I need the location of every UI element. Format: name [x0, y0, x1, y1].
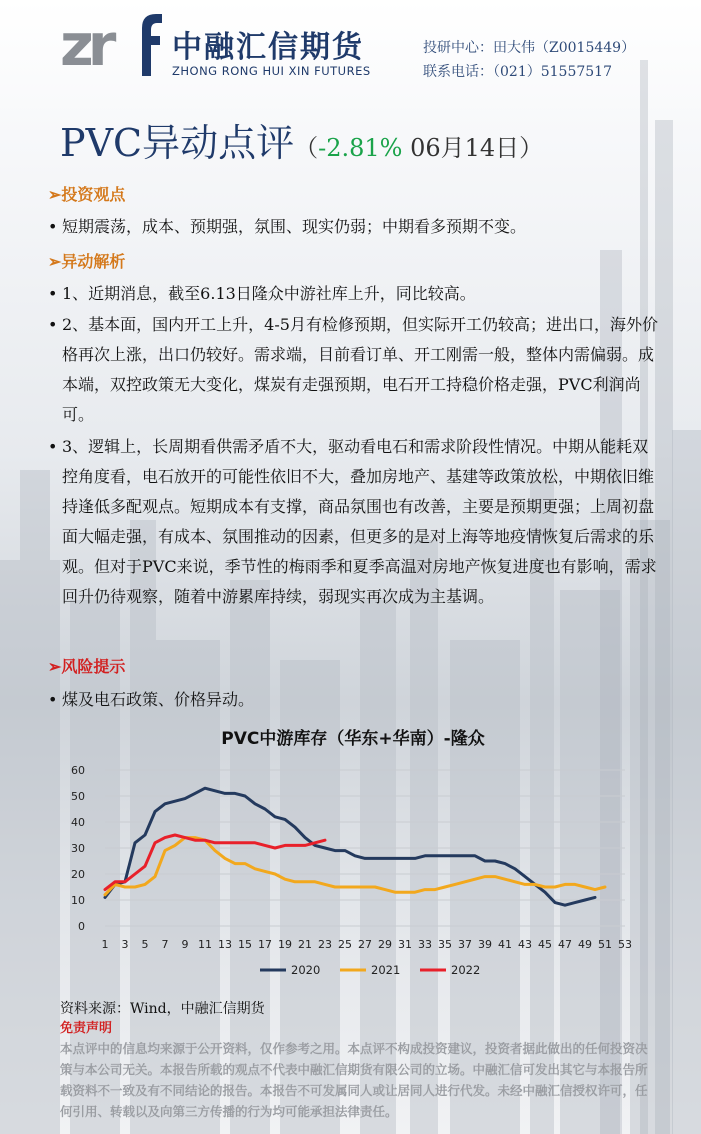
legend-label-2022: 2022 — [451, 963, 481, 977]
x-tick-label: 11 — [198, 938, 212, 951]
title-date: 06月14日） — [402, 134, 544, 162]
section-heading-analysis: ➢异动解析 — [48, 252, 126, 271]
legend-label-2021: 2021 — [371, 963, 401, 977]
x-tick-label: 5 — [141, 938, 149, 951]
x-tick-label: 13 — [218, 938, 232, 951]
bullet-dot: • — [48, 284, 58, 303]
x-tick-label: 49 — [578, 938, 592, 951]
x-tick-label: 23 — [318, 938, 332, 951]
x-tick-label: 3 — [121, 938, 129, 951]
title-paren-open: （ — [294, 134, 319, 162]
disclaimer-text: 本点评中的信息均来源于公开资料，仅作参考之用。本点评不构成投资建议，投资者据此做出的任何投资决策与本公司无关。本报告所载的观点不代表中融汇信期货有限公司的立场。中融汇信可发出其它与本报告所载资料不一致及有不同结论的报告。本报告不可发属同人或让居同人进行代发。未经中融汇信授权许可，任何引用、转载以及向第三方传播的行为均可能承担法律责任。 — [60, 1041, 648, 1119]
bullet-text: 2、基本面，国内开工上升，4-5月有检修预期，但实际开工仍较高；进出口，海外价格再次上涨，出口仍较好。需求端，目前看订单、开工刚需一般，整体内需偏弱。成本端，双控政策无大变化，煤炭有走强预期，电石开工持稳价格走强，PVC利润尚可。 — [62, 315, 658, 424]
logo-chinese-name: 中融汇信期货 — [172, 30, 364, 65]
bullet-dot: • — [48, 315, 58, 334]
y-tick-label: 10 — [71, 894, 85, 907]
bullet-text: 3、逻辑上，长周期看供需矛盾不大，驱动看电石和需求阶段性情况。中期从能耗双控角度看，电石放开的可能性依旧不大，叠加房地产、基建等政策放松，中期依旧维持逢低多配观点。短期成本有支撑，商品氛围也有改善，主要是预期更强；上周初盘面大幅走强，有成本、氛围推动的因素，但更多的是对上海等地疫情恢复后需求的乐观。但对于PVC来说，季节性的梅雨季和夏季高温对房地产恢复进度也有影响，需求回升仍待观察，随着中游累库持续，弱现实再次成为主基调。 — [62, 437, 657, 606]
list-item — [48, 685, 663, 715]
inventory-line-chart — [55, 722, 655, 992]
x-tick-label: 19 — [278, 938, 292, 951]
list-item — [48, 279, 663, 309]
section-heading-view: ➢投资观点 — [48, 185, 126, 204]
analyst-line: 投研中心：田大伟（Z0015449） — [423, 40, 636, 56]
bullet-text: 短期震荡，成本、预期强，氛围、现实仍弱；中期看多预期不变。 — [62, 217, 527, 236]
bullet-text: 1、近期消息，截至6.13日隆众中游社库上升，同比较高。 — [62, 284, 476, 303]
legend-label-2020: 2020 — [291, 963, 321, 977]
phone-line: 联系电话：（021）51557517 — [423, 64, 612, 80]
x-tick-label: 21 — [298, 938, 312, 951]
y-tick-label: 60 — [71, 764, 85, 777]
x-tick-label: 27 — [358, 938, 372, 951]
bullet-text: 煤及电石政策、价格异动。 — [62, 690, 255, 709]
page-title — [60, 112, 543, 167]
x-tick-label: 45 — [538, 938, 552, 951]
x-tick-label: 53 — [618, 938, 632, 951]
logo-english-name: ZHONG RONG HUI XIN FUTURES — [172, 64, 371, 78]
list-item — [48, 212, 663, 242]
y-tick-label: 50 — [71, 790, 85, 803]
x-tick-label: 37 — [458, 938, 472, 951]
x-tick-label: 35 — [438, 938, 452, 951]
disclaimer-title: 免责声明 — [60, 1021, 113, 1036]
series-line-2021 — [105, 838, 605, 895]
y-tick-label: 30 — [71, 842, 85, 855]
data-source: 资料来源：Wind，中融汇信期货 — [60, 1001, 265, 1017]
x-tick-label: 51 — [598, 938, 612, 951]
bullet-dot: • — [48, 437, 58, 456]
x-tick-label: 29 — [378, 938, 392, 951]
company-logo — [60, 12, 380, 84]
y-tick-label: 40 — [71, 816, 85, 829]
x-tick-label: 47 — [558, 938, 572, 951]
y-tick-label: 0 — [78, 920, 85, 933]
x-tick-label: 33 — [418, 938, 432, 951]
x-tick-label: 1 — [101, 938, 109, 951]
chart-title: PVC中游库存（华东+华南）-隆众 — [221, 729, 485, 749]
bullet-dot: • — [48, 217, 58, 236]
x-tick-label: 9 — [181, 938, 189, 951]
logo-zr-mark: zr — [60, 11, 111, 79]
x-tick-label: 25 — [338, 938, 352, 951]
list-item — [48, 432, 663, 612]
x-tick-label: 15 — [238, 938, 252, 951]
list-item — [48, 310, 663, 430]
x-tick-label: 41 — [498, 938, 512, 951]
x-tick-label: 7 — [161, 938, 169, 951]
bullet-dot: • — [48, 690, 58, 709]
y-tick-label: 20 — [71, 868, 85, 881]
contact-info — [423, 36, 635, 84]
x-tick-label: 43 — [518, 938, 532, 951]
price-change: -2.81% — [318, 134, 403, 162]
x-tick-label: 31 — [398, 938, 412, 951]
logo-f-mark — [132, 10, 162, 76]
x-tick-label: 39 — [478, 938, 492, 951]
title-main: PVC异动点评 — [60, 121, 295, 165]
x-tick-label: 17 — [258, 938, 272, 951]
section-heading-risk: ➢风险提示 — [48, 657, 126, 676]
